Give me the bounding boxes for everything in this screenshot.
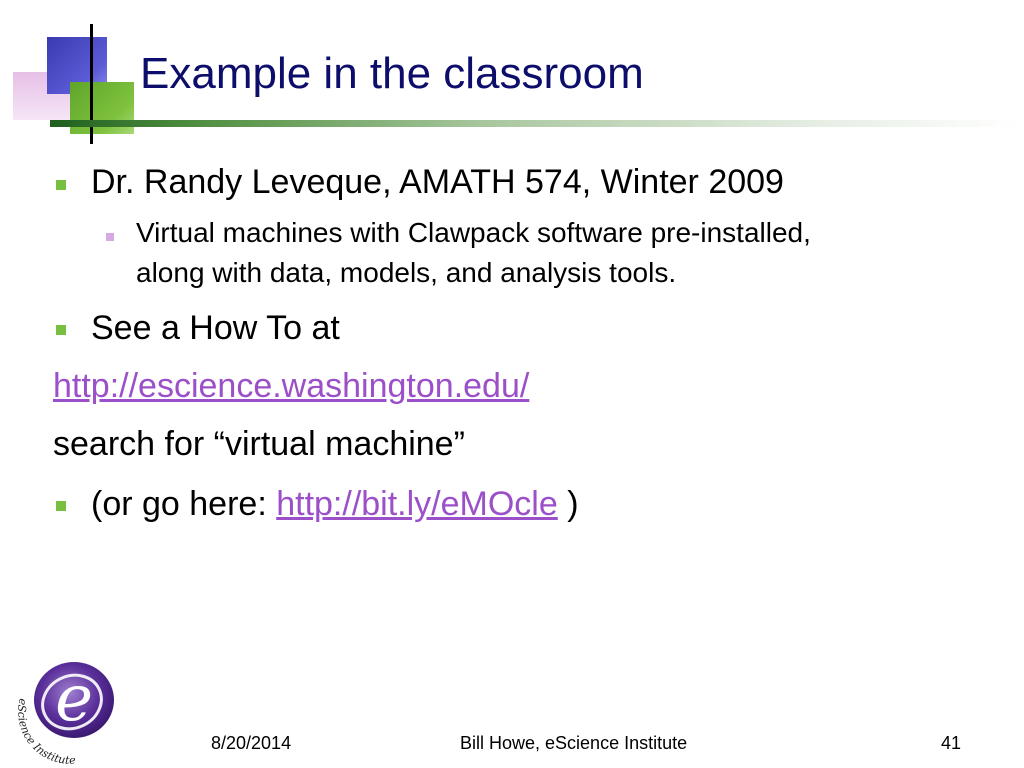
slide-title: Example in the classroom — [140, 49, 644, 98]
bullet-square-icon — [56, 501, 66, 511]
bullet-square-icon — [56, 325, 66, 335]
bullet-text-howto: See a How To at — [91, 309, 340, 347]
svg-text:e: e — [55, 662, 93, 736]
escience-link[interactable]: http://escience.washington.edu/ — [53, 367, 530, 405]
bullet-text-go-here — [91, 484, 579, 525]
sub-bullet-text-line1: Virtual machines with Clawpack software pre-installed, — [136, 217, 811, 248]
bullet-text-course: Dr. Randy Leveque, AMATH 574, Winter 2009 — [91, 163, 784, 201]
search-instruction-text: search for “virtual machine” — [53, 425, 465, 463]
bitly-link[interactable]: http://bit.ly/eMOcle — [276, 485, 558, 523]
sub-bullet-square-icon — [106, 233, 114, 241]
escience-logo — [12, 658, 120, 764]
footer-author: Bill Howe, eScience Institute — [460, 733, 688, 753]
svg-text:eScience Institute: eScience Institute — [15, 697, 76, 764]
bullet-square-icon — [56, 180, 66, 190]
sub-bullet-text-line2: along with data, models, and analysis tools. — [136, 257, 677, 288]
go-here-suffix: ) — [557, 485, 579, 523]
title-underline-rule — [50, 120, 1024, 127]
footer-date: 8/20/2014 — [211, 733, 292, 753]
go-here-prefix: (or go here: — [91, 485, 277, 523]
page-number: 41 — [941, 733, 962, 753]
